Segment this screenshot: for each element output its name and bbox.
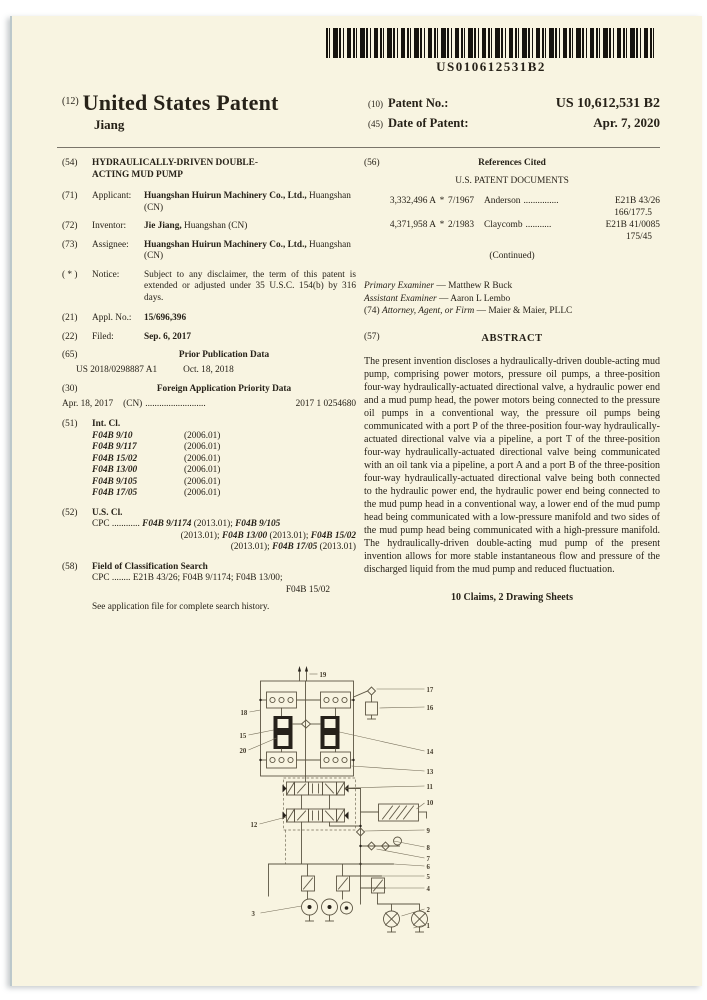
int-cl-row bbox=[92, 477, 356, 489]
barcode-block bbox=[324, 28, 658, 75]
ref-star: * bbox=[439, 195, 445, 206]
date-value: Apr. 7, 2020 bbox=[593, 115, 660, 130]
section-inventor bbox=[62, 221, 356, 233]
int-cl-row bbox=[92, 454, 356, 466]
prior-pub-line bbox=[76, 365, 356, 377]
examiner-name: — Aaron L Lembo bbox=[439, 293, 511, 304]
field-code: (74) bbox=[364, 306, 380, 317]
examiner-label: Primary Examiner bbox=[364, 280, 435, 291]
class-code: F04B 9/105 bbox=[235, 519, 281, 530]
attorney-label: Attorney, Agent, or Firm bbox=[381, 306, 475, 317]
int-cl-row bbox=[92, 442, 356, 454]
int-cl-row bbox=[92, 488, 356, 500]
section-field-search bbox=[62, 562, 356, 614]
figure-ref-label: 20 bbox=[239, 748, 247, 755]
priority-country: (CN) bbox=[123, 398, 143, 409]
figure-ref-label: 8 bbox=[426, 845, 430, 852]
inventor-value bbox=[144, 221, 356, 233]
figure-ref-label: 1 bbox=[426, 923, 430, 930]
ref-name: Anderson bbox=[484, 195, 521, 206]
date-code: (45) bbox=[368, 119, 383, 129]
dot-leader: .......................... bbox=[145, 398, 206, 409]
applicant-location: Huangshan (CN) bbox=[144, 191, 351, 213]
section-assignee bbox=[62, 240, 356, 263]
abstract-text: The present invention discloses a hydraulically-driven double-acting mud pump, comprising power motors, pressure oil pumps, a three-position four-way hydraulically-actuated directional valve, a hydraulic power end and a mud pump head, the power motors being connected to the pressure oil pumps in a conventional way, the pressure oil pumps being communicated with a port P of the three-position four-way hydraulically-actuated directional valve via a pipeline, a port T of the three-position four-way hydraulically-actuated directional valve being communicated with an oil tank via a pipeline, a port A and a port B of the three-position four-way hydraulically-actuated directional valve being both connected to the hydraulic power end, the hydraulic power end being connected to the mud pump head in a conventional way, a lower end of the mud pump head being communicated with a low-pressure manifold and two sides of the mud pump head being communicated with a high-pressure manifold. The hydraulically-driven double-acting mud pump of the present invention allows for more stable instantaneous flow and pressure of the discharged liquid from the mud pump and reduced fluctuation. bbox=[364, 355, 660, 575]
section-us-cl bbox=[62, 508, 356, 554]
header-rule bbox=[57, 147, 660, 148]
class-version: (2006.01) bbox=[184, 488, 221, 499]
figure-ref-label: 2 bbox=[426, 907, 430, 914]
primary-examiner-line bbox=[364, 281, 660, 293]
field-code: (54) bbox=[62, 158, 78, 168]
page-title: United States Patent bbox=[82, 90, 279, 115]
figure-ref-label: 12 bbox=[250, 822, 258, 829]
prior-pub-heading: Prior Publication Data bbox=[178, 350, 270, 361]
attorney-name: — Maier & Maier, PLLC bbox=[476, 306, 573, 317]
figure-ref-label: 10 bbox=[426, 800, 434, 807]
field-code: (52) bbox=[62, 507, 78, 518]
filed-value: Sep. 6, 2017 bbox=[144, 331, 192, 342]
foreign-priority-line bbox=[62, 399, 356, 411]
section-filed bbox=[62, 332, 356, 344]
left-column bbox=[62, 158, 356, 621]
inventor-location: Huangshan (CN) bbox=[181, 221, 248, 232]
figure-ref-label: 15 bbox=[239, 733, 247, 740]
header-left bbox=[62, 90, 279, 133]
assignee-label: Assignee: bbox=[92, 239, 129, 250]
assignee-value bbox=[144, 240, 356, 263]
int-cl-row bbox=[92, 465, 356, 477]
patent-figure bbox=[230, 664, 462, 964]
kind-code: (12) bbox=[62, 96, 79, 107]
field-code: (65) bbox=[62, 350, 78, 361]
field-code: (73) bbox=[62, 239, 78, 250]
inventor-surname: Jiang bbox=[94, 117, 125, 132]
barcode-number: US010612531B2 bbox=[436, 59, 546, 74]
int-cl-row bbox=[92, 431, 356, 443]
cpc-line-3 bbox=[92, 542, 356, 554]
ref-class: E21B 41/0085 bbox=[605, 219, 660, 230]
figure-ref-label: 18 bbox=[240, 710, 248, 717]
prior-pub-number: US 2018/0298887 A1 bbox=[76, 364, 158, 375]
field-search-line-2: F04B 15/02 bbox=[285, 584, 330, 595]
ref-class: E21B 43/26 bbox=[614, 195, 660, 206]
ref-number: 4,371,958 A bbox=[389, 219, 436, 230]
date-label: Date of Patent: bbox=[388, 116, 469, 130]
claims-note: 10 Claims, 2 Drawing Sheets bbox=[451, 591, 573, 603]
section-int-cl bbox=[62, 419, 356, 500]
inventor-name: Jie Jiang, bbox=[144, 221, 182, 232]
us-cl-heading: U.S. Cl. bbox=[92, 507, 123, 518]
class-code: F04B 13/00 bbox=[92, 465, 138, 476]
right-column bbox=[364, 158, 660, 604]
reference-row bbox=[374, 196, 660, 208]
section-notice bbox=[62, 270, 356, 305]
ref-class-2: 166/177.5 bbox=[614, 207, 652, 218]
ref-class-2: 175/45 bbox=[625, 231, 652, 242]
examiner-label: Assistant Examiner bbox=[364, 293, 437, 304]
figure-ref-label: 14 bbox=[426, 749, 434, 756]
class-code: F04B 17/05 bbox=[92, 488, 138, 499]
figure-ref-label: 11 bbox=[426, 784, 433, 791]
field-code: (22) bbox=[62, 331, 78, 342]
applicant-label: Applicant: bbox=[92, 191, 132, 202]
field-search-line-1: CPC ........ E21B 43/26; F04B 9/1174; F04B 13/00; bbox=[92, 573, 283, 584]
section-references bbox=[364, 158, 660, 170]
attorney-line bbox=[364, 306, 660, 318]
figure-ref-label: 19 bbox=[319, 672, 327, 679]
hydraulic-power-end bbox=[259, 681, 354, 782]
cpc-text: (2013.01); bbox=[230, 542, 273, 553]
references-heading: References Cited bbox=[478, 158, 546, 168]
figure-ref-label: 9 bbox=[426, 828, 430, 835]
class-code: F04B 9/105 bbox=[92, 476, 138, 487]
directional-valve-group bbox=[283, 778, 361, 864]
cpc-line-1 bbox=[92, 519, 356, 531]
ref-name: Claycomb bbox=[484, 219, 523, 230]
figure-ref-label: 5 bbox=[426, 874, 430, 881]
class-code: F04B 15/02 bbox=[310, 530, 356, 541]
field-code: ( * ) bbox=[62, 269, 78, 280]
dot-leader: ............... bbox=[523, 195, 559, 206]
section-applicant bbox=[62, 191, 356, 214]
priority-date: Apr. 18, 2017 bbox=[62, 398, 114, 409]
class-code: F04B 13/00 bbox=[221, 530, 268, 541]
figure-ref-label: 13 bbox=[426, 769, 434, 776]
appl-no-label: Appl. No.: bbox=[92, 313, 132, 324]
class-version: (2006.01) bbox=[184, 465, 221, 476]
class-code: F04B 9/1174 bbox=[142, 519, 192, 530]
field-search-note: See application file for complete search history. bbox=[92, 602, 270, 613]
class-version: (2006.01) bbox=[184, 476, 221, 487]
applicant-name: Huangshan Huirun Machinery Co., Ltd., bbox=[144, 191, 307, 202]
oil-pump-group bbox=[302, 864, 353, 921]
manifold-lines bbox=[269, 864, 394, 896]
cpc-text: (2013.01); bbox=[191, 519, 236, 530]
hydraulic-schematic bbox=[230, 664, 462, 964]
section-abstract bbox=[364, 332, 660, 345]
cpc-text: (2013.01); bbox=[267, 530, 311, 541]
inventor-label: Inventor: bbox=[92, 221, 127, 232]
references-table bbox=[374, 196, 660, 244]
dot-leader: ........... bbox=[525, 219, 552, 230]
field-code: (58) bbox=[62, 561, 78, 572]
priority-number: 2017 1 0254680 bbox=[295, 398, 356, 409]
cpc-text: (2013.01) bbox=[317, 542, 356, 553]
cpc-text: (2013.01); bbox=[180, 530, 222, 541]
ref-star: * bbox=[439, 219, 445, 230]
class-code: F04B 9/10 bbox=[92, 430, 133, 441]
cpc-text: CPC ............ bbox=[92, 519, 143, 530]
filed-label: Filed: bbox=[92, 331, 114, 342]
abstract-heading: ABSTRACT bbox=[481, 333, 543, 345]
section-foreign-priority bbox=[62, 384, 356, 396]
appl-no-value: 15/696,396 bbox=[144, 313, 187, 324]
notice-label: Notice: bbox=[92, 269, 120, 280]
field-code: (30) bbox=[62, 384, 78, 395]
figure-ref-label: 3 bbox=[251, 911, 255, 918]
cpc-line-2 bbox=[92, 531, 356, 543]
examiner-name: — Matthew R Buck bbox=[436, 280, 513, 291]
class-code: F04B 9/117 bbox=[92, 442, 137, 453]
patent-no-label: Patent No.: bbox=[388, 96, 449, 110]
invention-title: HYDRAULICALLY-DRIVEN DOUBLE-ACTING MUD PUMP bbox=[92, 158, 258, 180]
assignee-location: Huangshan (CN) bbox=[144, 239, 351, 262]
field-code: (21) bbox=[62, 313, 78, 324]
figure-ref-label: 6 bbox=[426, 864, 430, 871]
patent-no-value: US 10,612,531 B2 bbox=[555, 96, 660, 111]
class-code: F04B 17/05 bbox=[272, 542, 318, 553]
figure-ref-label: 17 bbox=[426, 687, 434, 694]
section-prior-pub bbox=[62, 350, 356, 362]
patent-front-page bbox=[10, 16, 702, 986]
field-code: (71) bbox=[62, 191, 78, 202]
field-code: (57) bbox=[364, 332, 380, 343]
assignee-name: Huangshan Huirun Machinery Co., Ltd., bbox=[144, 239, 307, 250]
class-code: F04B 15/02 bbox=[92, 453, 138, 464]
foreign-priority-heading: Foreign Application Priority Data bbox=[156, 384, 292, 395]
power-motor-group bbox=[372, 878, 428, 932]
class-version: (2006.01) bbox=[184, 430, 221, 441]
header-right bbox=[368, 96, 660, 134]
figure-ref-label: 16 bbox=[426, 705, 434, 712]
class-version: (2006.01) bbox=[184, 453, 221, 464]
ref-date: 7/1967 bbox=[448, 195, 475, 206]
class-version: (2006.01) bbox=[184, 442, 221, 453]
patent-no-code: (10) bbox=[368, 99, 383, 109]
supply-lines bbox=[298, 666, 318, 681]
references-subheading: U.S. PATENT DOCUMENTS bbox=[455, 175, 569, 186]
field-code: (72) bbox=[62, 221, 78, 232]
assistant-examiner-line bbox=[364, 294, 660, 306]
ref-number: 3,332,496 A bbox=[389, 195, 436, 206]
figure-ref-label: 7 bbox=[426, 856, 430, 863]
applicant-value bbox=[144, 191, 356, 214]
check-valve-and-tank bbox=[354, 687, 378, 719]
section-title bbox=[62, 158, 356, 181]
prior-pub-date: Oct. 18, 2018 bbox=[183, 364, 234, 375]
int-cl-heading: Int. Cl. bbox=[92, 419, 121, 430]
reference-row bbox=[374, 220, 660, 232]
field-search-heading: Field of Classification Search bbox=[92, 561, 208, 572]
section-appl-no bbox=[62, 313, 356, 325]
figure-ref-label: 4 bbox=[426, 886, 430, 893]
barcode-icon bbox=[326, 28, 656, 58]
field-code: (56) bbox=[364, 158, 380, 168]
notice-text: Subject to any disclaimer, the term of this patent is extended or adjusted under 35 U.S.C. 154(b) by 316 days. bbox=[144, 269, 356, 303]
field-code: (51) bbox=[62, 419, 78, 430]
ref-date: 2/1983 bbox=[448, 219, 475, 230]
cooler-and-main-line bbox=[345, 789, 427, 905]
references-continued: (Continued) bbox=[489, 250, 535, 261]
